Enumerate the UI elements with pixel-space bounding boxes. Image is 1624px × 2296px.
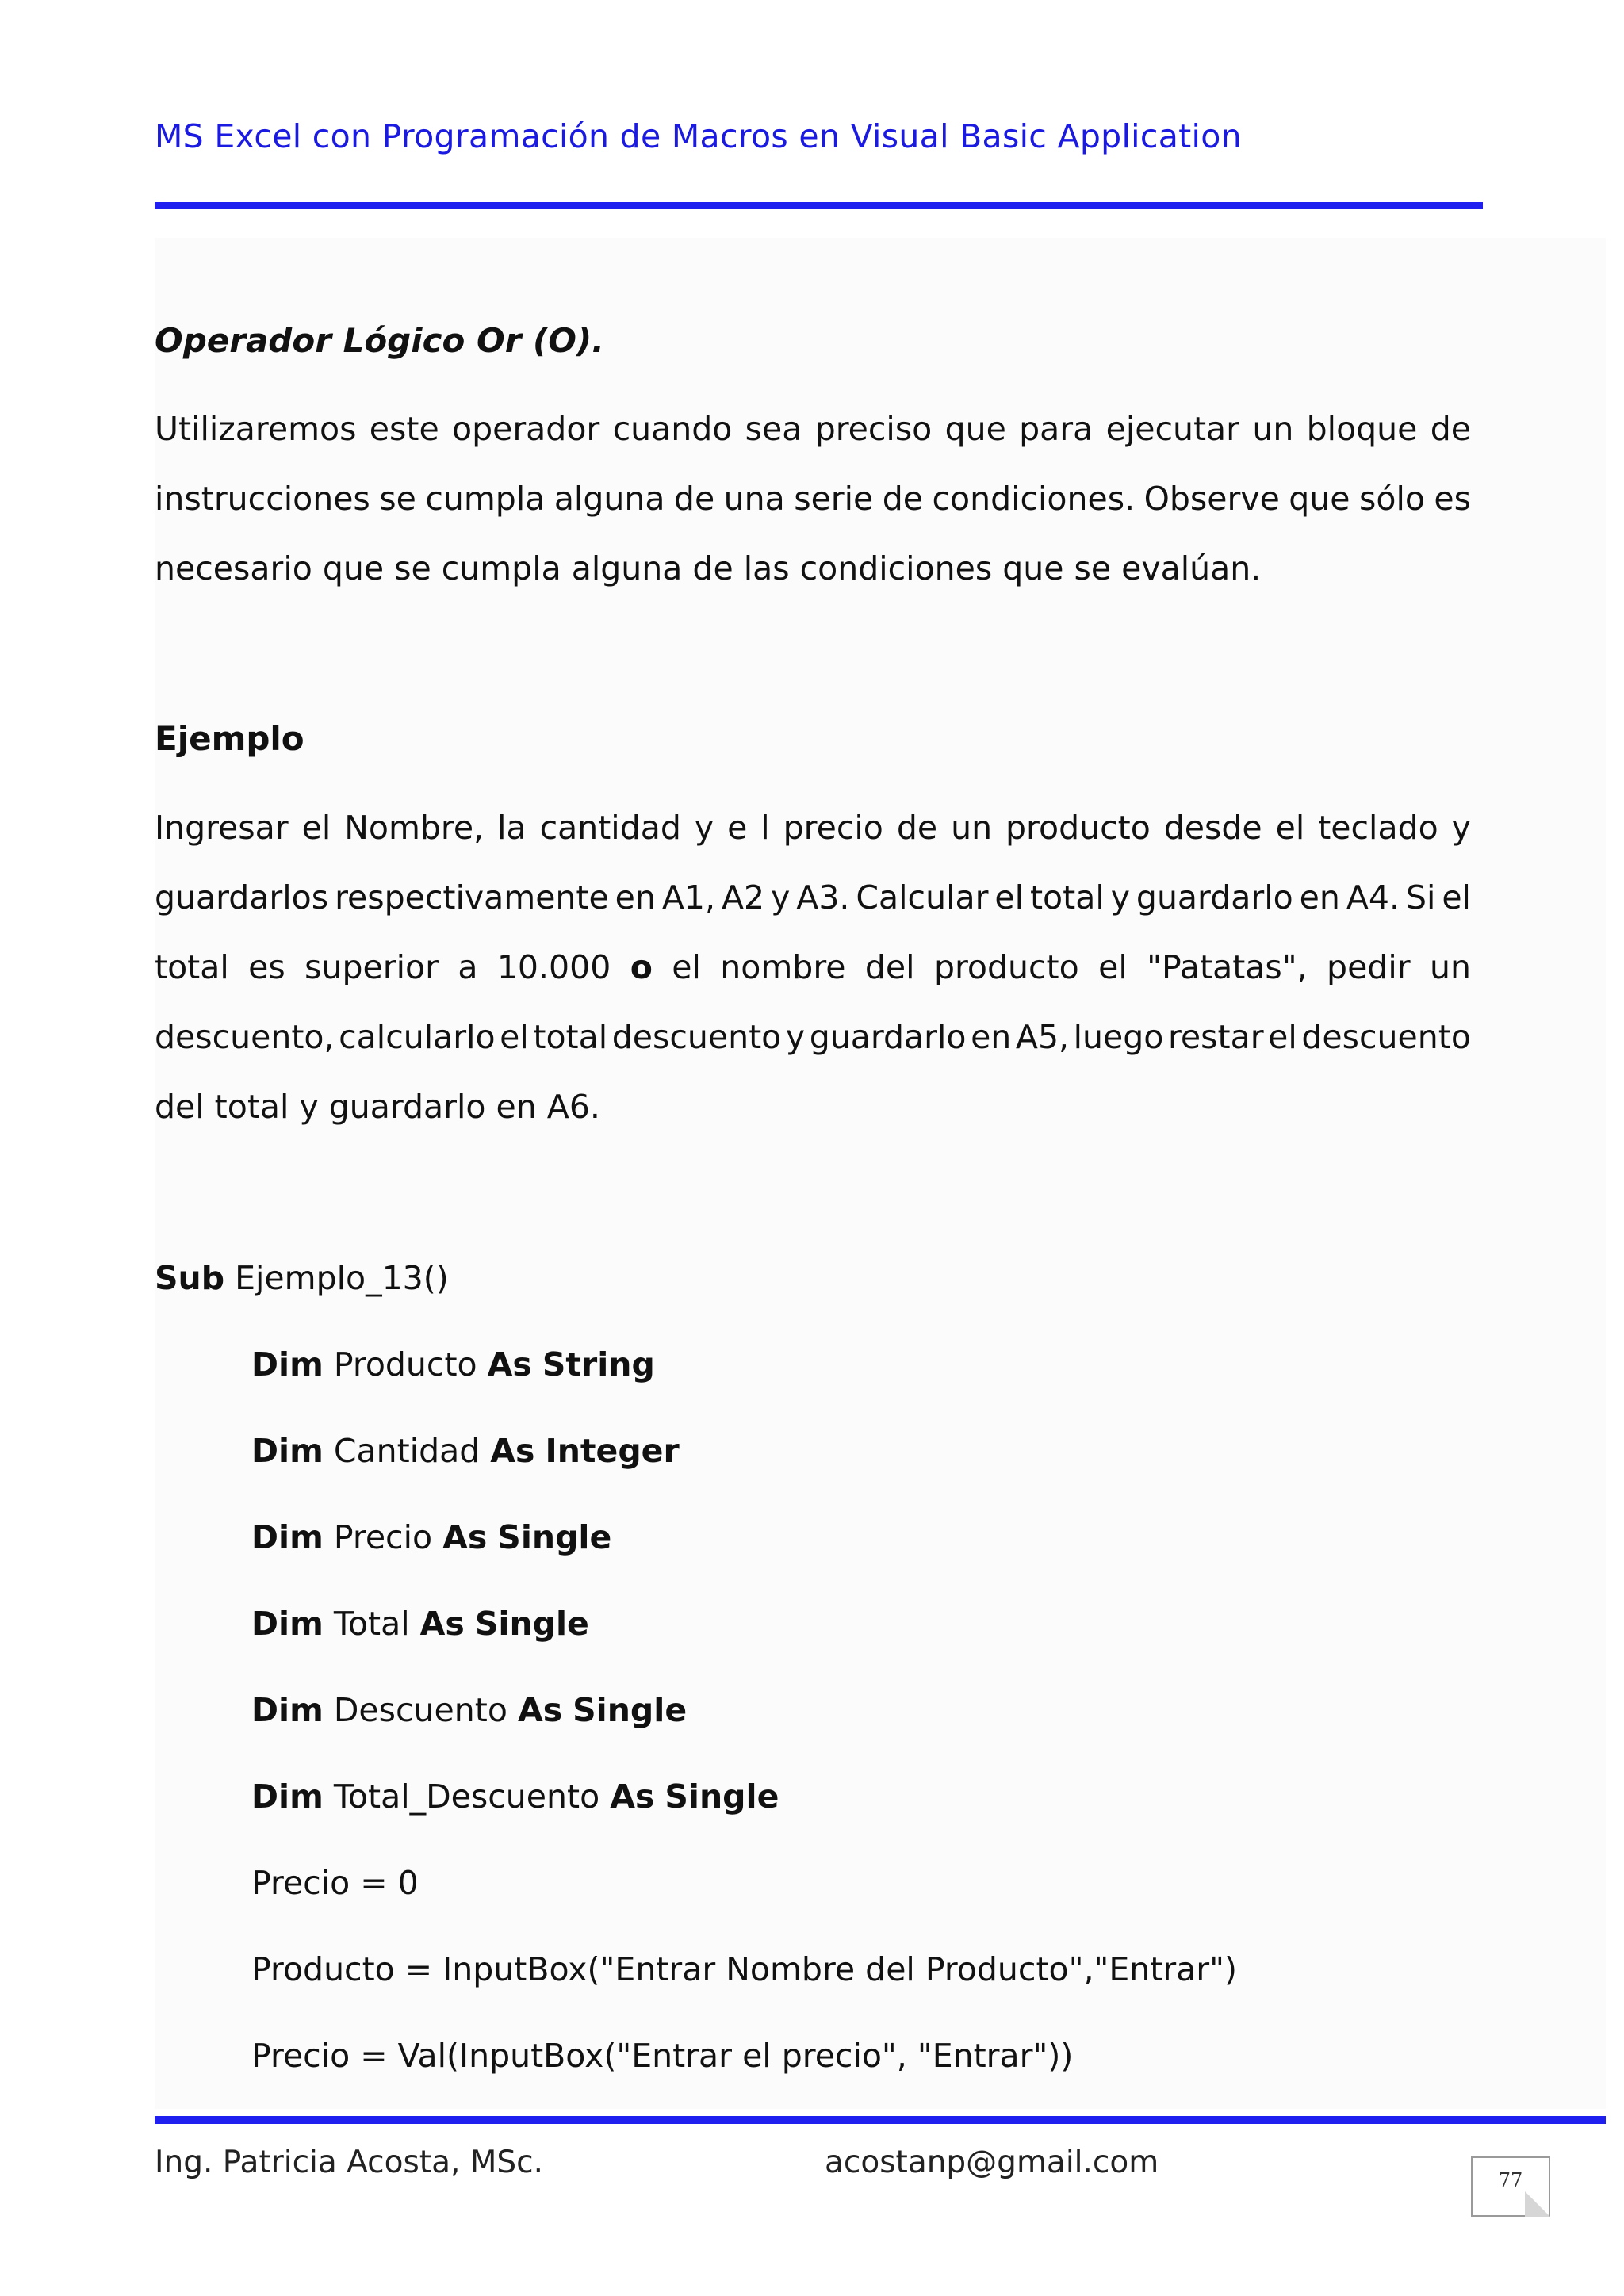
word: el: [1275, 809, 1305, 847]
word: guardarlo: [809, 1018, 967, 1056]
word: descuento: [611, 1018, 782, 1056]
word: respectivamente: [335, 878, 609, 916]
code-type-name: Integer: [545, 1432, 680, 1470]
paragraph-line: [155, 793, 1471, 863]
word: cumpla: [425, 480, 546, 518]
code-variable-name: Descuento: [333, 1691, 508, 1729]
paragraph-or-operator: [155, 394, 1471, 603]
word: el: [1442, 878, 1471, 916]
paragraph-line: [155, 1002, 1471, 1072]
word: total: [1029, 878, 1105, 916]
word: A5,: [1015, 1018, 1070, 1056]
word: y: [1110, 878, 1130, 916]
paragraph-line: [155, 394, 1471, 464]
word: en: [615, 878, 656, 916]
page-corner-fold: [1525, 2191, 1550, 2217]
word: un: [951, 809, 993, 847]
word: la: [497, 809, 527, 847]
word: Ingresar: [155, 809, 289, 847]
page-number: 77: [1498, 2169, 1523, 2191]
word: producto: [933, 948, 1079, 986]
word: y: [694, 809, 714, 847]
word: teclado: [1318, 809, 1438, 847]
code-keyword-dim: Dim: [251, 1432, 324, 1470]
word: el: [500, 1018, 529, 1056]
word: una: [723, 480, 785, 518]
word: desde: [1163, 809, 1262, 847]
word: el: [301, 809, 331, 847]
code-keyword-as: As: [610, 1777, 655, 1816]
word: ejecutar: [1105, 410, 1240, 448]
word: Calcular: [856, 878, 989, 916]
code-type-name: Single: [665, 1777, 779, 1816]
code-statement: Precio = Val(InputBox("Entrar el precio", "Entrar")): [251, 2037, 1074, 2075]
word: Nombre,: [344, 809, 485, 847]
code-keyword-as: As: [490, 1432, 535, 1470]
code-keyword-sub: Sub: [155, 1259, 225, 1297]
running-header-title: MS Excel con Programación de Macros en Visual Basic Application: [155, 117, 1242, 155]
paragraph-line: [155, 464, 1471, 534]
code-dim-line: [251, 1345, 655, 1383]
code-dim-line: [251, 1777, 779, 1816]
code-dim-line: [251, 1605, 589, 1643]
word: en: [971, 1018, 1012, 1056]
word: cuando: [612, 410, 733, 448]
word: sea: [745, 410, 802, 448]
word: 10.000: [496, 948, 611, 986]
word: condiciones.: [932, 480, 1136, 518]
code-keyword-dim: Dim: [251, 1345, 324, 1383]
word: Observe: [1143, 480, 1280, 518]
code-sub-declaration: [155, 1259, 449, 1297]
word: el: [672, 948, 701, 986]
code-sub-name: Ejemplo_13(): [235, 1259, 449, 1297]
code-keyword-as: As: [487, 1345, 532, 1383]
word: este: [369, 410, 439, 448]
word: restar: [1167, 1018, 1264, 1056]
word: superior: [304, 948, 439, 986]
word: A1,: [661, 878, 716, 916]
paragraph-line: necesario que se cumpla alguna de las condiciones que se evalúan.: [155, 549, 1262, 587]
footer-email: acostanp@gmail.com: [825, 2145, 1159, 2180]
word: Utilizaremos: [155, 410, 357, 448]
word: que: [944, 410, 1006, 448]
word: pedir: [1327, 948, 1411, 986]
word: de: [673, 480, 715, 518]
code-type-name: Single: [497, 1518, 612, 1556]
code-dim-line: [251, 1518, 611, 1556]
word: nombre: [720, 948, 846, 986]
code-variable-name: Cantidad: [333, 1432, 481, 1470]
word: del: [864, 948, 915, 986]
word: un: [1252, 410, 1294, 448]
code-type-name: String: [542, 1345, 655, 1383]
word: de: [896, 809, 938, 847]
paragraph-line: [155, 863, 1471, 932]
word: es: [1434, 480, 1471, 518]
code-dim-line: [251, 1691, 687, 1729]
code-keyword-as: As: [419, 1605, 465, 1643]
word: A3.: [796, 878, 850, 916]
code-dim-line: [251, 1432, 680, 1470]
word: calcularlo: [339, 1018, 496, 1056]
word: bloque: [1306, 410, 1418, 448]
word: guardarlos: [155, 878, 329, 916]
word: y: [1451, 809, 1471, 847]
word: cantidad: [539, 809, 681, 847]
word: el: [1098, 948, 1128, 986]
word: descuento: [1301, 1018, 1471, 1056]
code-statement: Producto = InputBox("Entrar Nombre del Producto","Entrar"): [251, 1950, 1238, 1988]
word: o: [630, 948, 653, 986]
footer-rule: [155, 2116, 1606, 2124]
code-keyword-as: As: [442, 1518, 488, 1556]
word: total: [155, 948, 229, 986]
code-type-name: Single: [474, 1605, 589, 1643]
code-keyword-dim: Dim: [251, 1777, 324, 1816]
word: e: [727, 809, 748, 847]
code-variable-name: Total: [333, 1605, 410, 1643]
code-type-name: Single: [573, 1691, 688, 1729]
paragraph-line-with-bold-o: [155, 932, 1471, 1002]
section-heading-or-operator: Operador Lógico Or (O).: [155, 321, 605, 360]
code-variable-name: Total_Descuento: [333, 1777, 600, 1816]
word: el: [1268, 1018, 1297, 1056]
word: un: [1429, 948, 1471, 986]
word: se: [379, 480, 416, 518]
word: guardarlo: [1136, 878, 1293, 916]
paragraph-ejemplo: [155, 793, 1471, 1142]
section-heading-ejemplo: Ejemplo: [155, 719, 304, 758]
word: luego: [1073, 1018, 1164, 1056]
word: Si: [1405, 878, 1436, 916]
word: sólo: [1359, 480, 1425, 518]
header-rule: [155, 202, 1483, 209]
word: en: [1299, 878, 1340, 916]
word: de: [1430, 410, 1471, 448]
code-keyword-dim: Dim: [251, 1605, 324, 1643]
word: operador: [451, 410, 600, 448]
word: descuento,: [155, 1018, 335, 1056]
word: a: [458, 948, 478, 986]
word: precio: [783, 809, 883, 847]
word: instrucciones: [155, 480, 370, 518]
word: que: [1289, 480, 1350, 518]
footer-author: Ing. Patricia Acosta, MSc.: [155, 2145, 544, 2180]
word: preciso: [814, 410, 933, 448]
word: l: [760, 809, 770, 847]
code-keyword-dim: Dim: [251, 1518, 324, 1556]
word: total: [533, 1018, 608, 1056]
word: para: [1019, 410, 1094, 448]
code-variable-name: Producto: [333, 1345, 477, 1383]
code-keyword-dim: Dim: [251, 1691, 324, 1729]
word: y: [771, 878, 791, 916]
word: es: [248, 948, 285, 986]
word: producto: [1005, 809, 1151, 847]
word: y: [785, 1018, 806, 1056]
paragraph-line: del total y guardarlo en A6.: [155, 1088, 600, 1126]
page-number-box: [1471, 2156, 1550, 2217]
code-keyword-as: As: [517, 1691, 563, 1729]
code-variable-name: Precio: [333, 1518, 433, 1556]
word: "Patatas",: [1147, 948, 1308, 986]
code-statement: Precio = 0: [251, 1864, 419, 1902]
word: alguna: [553, 480, 665, 518]
word: A2: [721, 878, 765, 916]
word: serie: [794, 480, 874, 518]
word: de: [882, 480, 923, 518]
word: el: [994, 878, 1025, 916]
word: A4.: [1346, 878, 1400, 916]
